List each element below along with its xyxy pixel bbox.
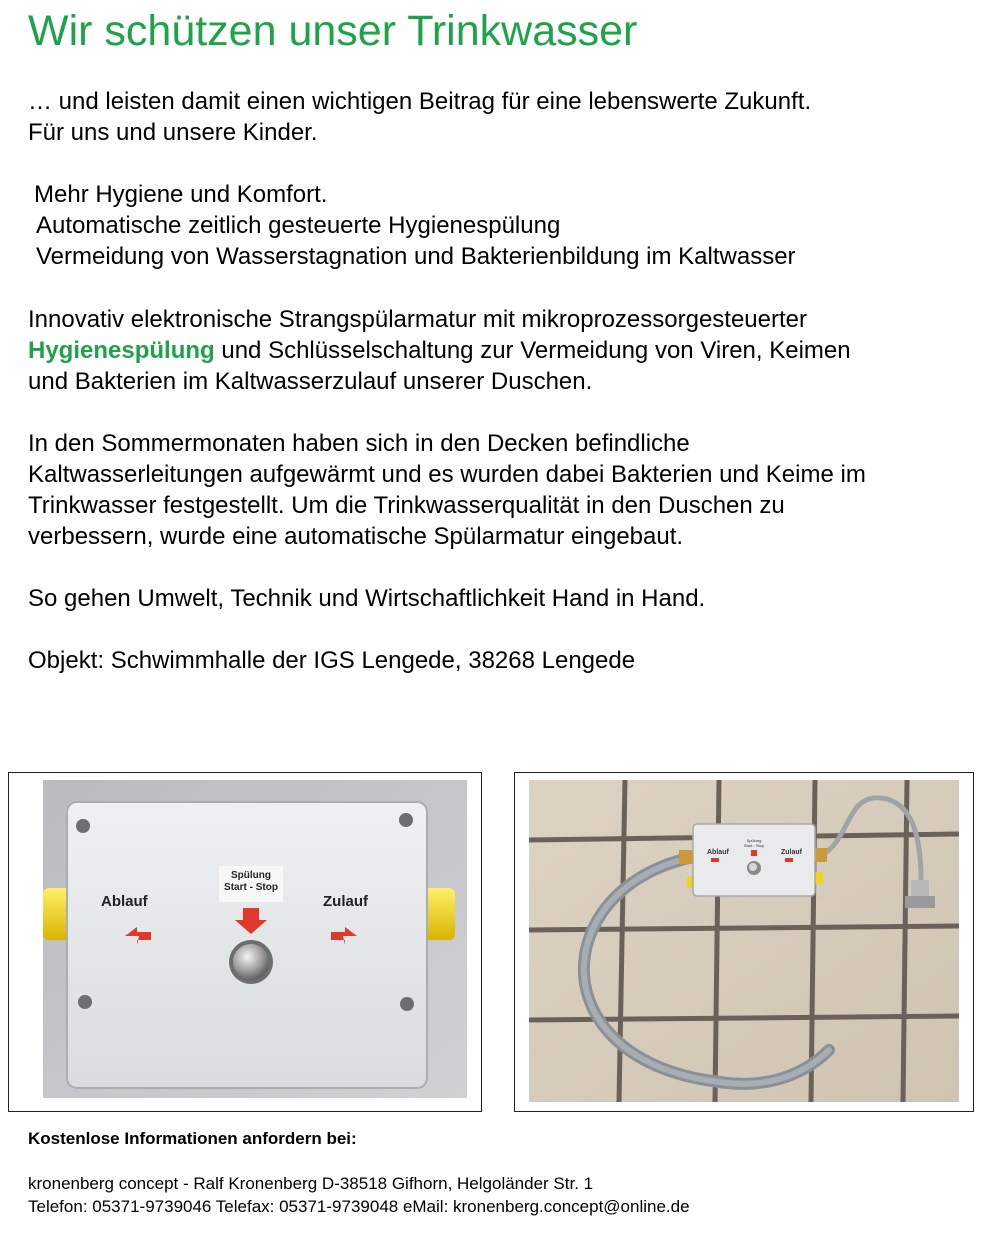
arrow-down-icon [751, 850, 757, 856]
benefits-block [34, 179, 796, 272]
valve-installed-image [529, 780, 959, 1102]
summer-line: Trinkwasser festgestellt. Um die Trinkwasserqualität in den Duschen zu [28, 492, 785, 519]
summer-line: verbessern, wurde eine automatische Spülarmatur eingebaut. [28, 523, 684, 550]
object-line: Objekt: Schwimmhalle der IGS Lengede, 38268 Lengede [28, 647, 636, 674]
inlet-label: Zulauf [323, 893, 368, 910]
description-line-rest: und Schlüsselschaltung zur Vermeidung von Viren, Keimen [214, 337, 851, 364]
object-block [28, 645, 635, 676]
benefit-line: Mehr Hygiene und Komfort. [34, 181, 328, 208]
intro-line: … und leisten damit einen wichtigen Beitrag für eine lebenswerte Zukunft. [28, 88, 812, 115]
footer-address: kronenberg concept - Ralf Kronenberg D-38518 Gifhorn, Helgoländer Str. 1 [28, 1174, 594, 1193]
intro-line: Für uns und unsere Kinder. [28, 119, 318, 146]
footer-contact: Telefon: 05371-9739046 Telefax: 05371-9739048 eMail: kronenberg.concept@online.de [28, 1197, 690, 1216]
page-title: Wir schützen unser Trinkwasser [28, 7, 638, 55]
screw [399, 813, 413, 827]
slogan-block [28, 583, 705, 614]
flush-label-1: Spülung [746, 838, 762, 843]
benefit-line: Vermeidung von Wasserstagnation und Bakterienbildung im Kaltwasser [36, 243, 796, 270]
arrow-right-icon [785, 858, 793, 862]
arrow-left-icon [711, 858, 719, 862]
description-line: und Bakterien im Kaltwasserzulauf unserer Duschen. [28, 368, 593, 395]
screw [78, 995, 92, 1009]
summer-block [28, 428, 866, 552]
screw [76, 819, 90, 833]
drain-label: Ablauf [101, 893, 148, 910]
valve-closeup-image [43, 780, 467, 1098]
description-block [28, 304, 851, 397]
flush-label-1: Spülung [231, 870, 271, 881]
description-line: Innovativ elektronische Strangspülarmatur mit mikroprozessorgesteuerter [28, 306, 808, 333]
start-stop-button [233, 944, 269, 980]
description-line [28, 335, 851, 366]
photo-valve-closeup [8, 772, 482, 1112]
hygiene-highlight: Hygienespülung [28, 337, 215, 364]
inlet-label: Zulauf [781, 849, 802, 856]
benefit-line: Automatische zeitlich gesteuerte Hygienespülung [36, 212, 561, 239]
footer-heading: Kostenlose Informationen anfordern bei: [28, 1129, 357, 1148]
intro-block [28, 86, 811, 148]
brass-fitting [679, 850, 693, 864]
summer-line: In den Sommermonaten haben sich in den Decken befindliche [28, 430, 690, 457]
flush-label-2: Start - Stop [224, 882, 278, 893]
flush-label-2: Start - Stop [743, 843, 765, 848]
slogan: So gehen Umwelt, Technik und Wirtschaftlichkeit Hand in Hand. [28, 585, 706, 612]
summer-line: Kaltwasserleitungen aufgewärmt und es wurden dabei Bakterien und Keime im [28, 461, 866, 488]
screw [400, 997, 414, 1011]
photo-valve-installed [514, 772, 974, 1112]
drain-label: Ablauf [707, 849, 729, 856]
